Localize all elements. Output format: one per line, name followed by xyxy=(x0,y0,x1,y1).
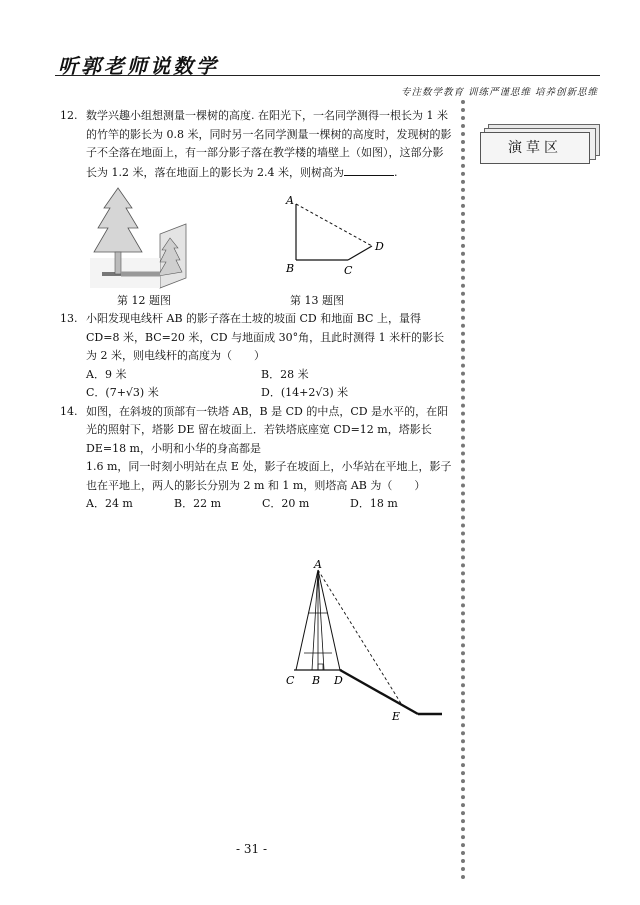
draft-area-label: 演草区 xyxy=(480,132,590,164)
question-13 xyxy=(60,310,452,403)
option-c[interactable]: C．20 m xyxy=(262,497,310,510)
options-list xyxy=(86,495,452,514)
option-b[interactable]: B．28 米 xyxy=(261,367,309,381)
question-12 xyxy=(60,107,452,182)
label-A: A xyxy=(286,194,294,207)
brand-title: 听郭老师说数学 xyxy=(58,54,219,78)
option-d[interactable]: D．18 m xyxy=(350,497,398,510)
options-list xyxy=(86,366,452,403)
question-text-cont: 1.6 m，同一时刻小明站在点 E 处，影子在坡面上，小华站在平地上，影子也在平地上，两人的影长分别为 2 m 和 1 m，则塔高 AB 为（ ） xyxy=(86,460,452,492)
option-d[interactable]: D．(14+2√3) 米 xyxy=(261,386,349,399)
page-number: - 31 - xyxy=(236,842,268,856)
column-divider xyxy=(461,100,465,880)
caption-figure-12: 第 12 题图 xyxy=(117,294,171,307)
option-c[interactable]: C．(7+√3) 米 xyxy=(86,386,159,399)
option-b[interactable]: B．22 m xyxy=(174,497,222,510)
question-14 xyxy=(60,403,452,514)
question-text: 数学兴趣小组想测量一棵树的高度. 在阳光下，一名同学测得一根长为 1 米的竹竿的影长为 0.8 米，同时另一名同学测量一棵树的高度时，发现树的影子不全落在地面上，有一部分影子落在教学楼的墙壁上（如图），这部分影长为 1.2 米，落在地面上的影长为 2.4 米，则树高为 xyxy=(86,109,452,179)
label-C: C xyxy=(344,264,353,277)
figure-12-tree-shadow xyxy=(90,186,220,291)
questions-column xyxy=(60,107,452,514)
header-slogan: 专注数学教育 训练严谨思维 培养创新思维 xyxy=(400,87,598,98)
question-text: 如图，在斜坡的顶部有一铁塔 AB，B 是 CD 的中点，CD 是水平的，在阳光的照射下，塔影 DE 留在坡面上．若铁塔底座宽 CD=12 m，塔影长 DE=18 m，小明和小华的身高都是 xyxy=(86,404,449,455)
label-E: E xyxy=(392,710,401,723)
label-B: B xyxy=(312,674,321,687)
question-text-end: . xyxy=(393,165,398,179)
question-number: 12. xyxy=(60,109,78,122)
caption-figure-13: 第 13 题图 xyxy=(290,294,344,307)
header-rule xyxy=(55,75,600,76)
label-A: A xyxy=(314,558,322,571)
label-C: C xyxy=(286,674,295,687)
question-number: 13. xyxy=(60,312,78,325)
draft-area-tag xyxy=(480,132,598,164)
figure-13-pole-slope xyxy=(278,190,418,286)
figure-14-tower-slope xyxy=(278,558,448,728)
label-D: D xyxy=(375,240,384,253)
option-a[interactable]: A．9 米 xyxy=(86,367,127,381)
label-B: B xyxy=(286,262,295,275)
question-number: 14. xyxy=(60,404,78,418)
label-D: D xyxy=(334,674,343,687)
figures-row xyxy=(60,182,452,310)
option-a[interactable]: A．24 m xyxy=(86,497,133,510)
question-text: 小阳发现电线杆 AB 的影子落在土坡的坡面 CD 和地面 BC 上，量得 CD=8 米，BC=20 米，CD 与地面成 30°角，且此时测得 1 米杆的影长为 2 米，则电线杆的高度为（ ） xyxy=(86,312,445,362)
answer-blank xyxy=(344,163,394,176)
